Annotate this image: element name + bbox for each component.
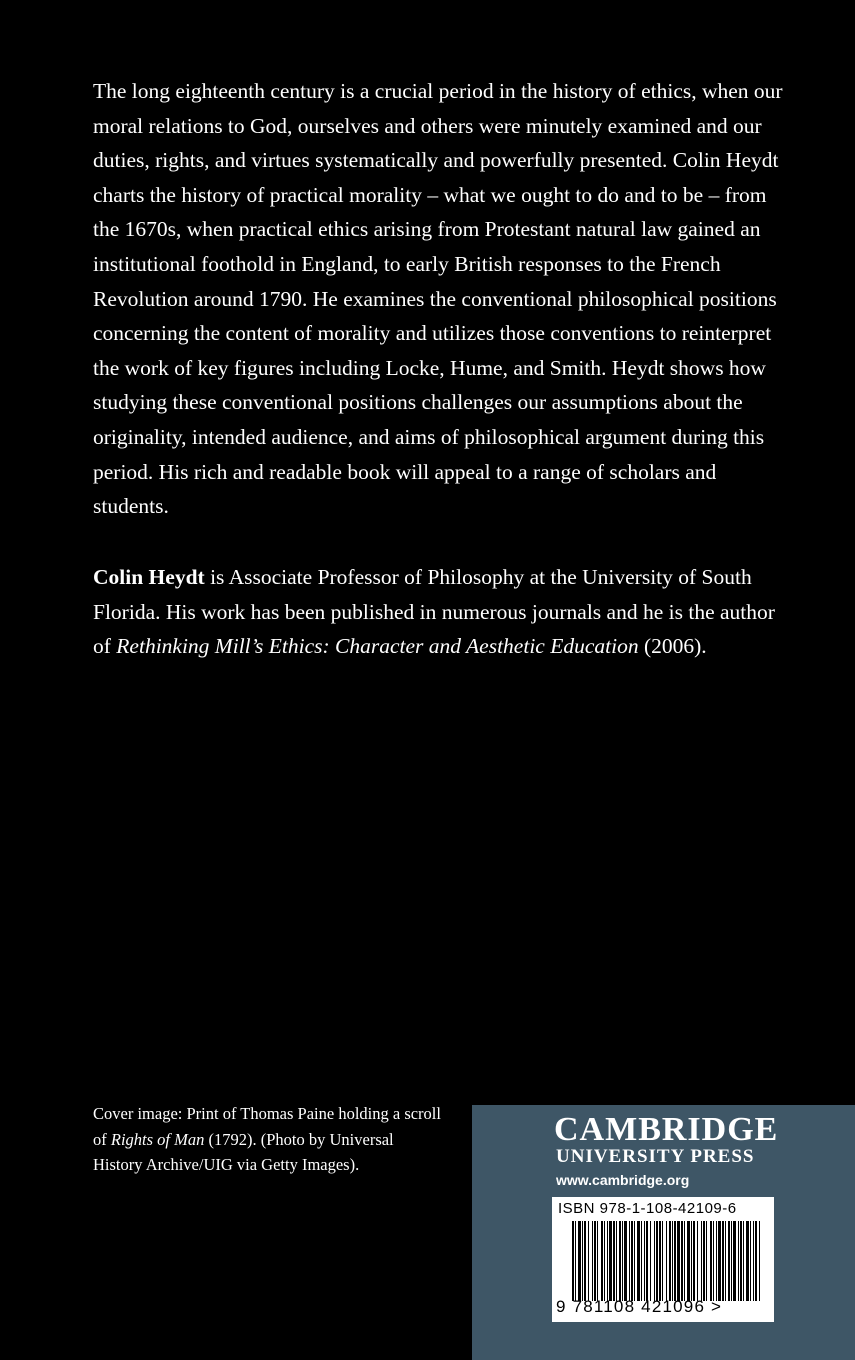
author-bio-text: is Associate Professor of Philosophy at the University of South Florida. His work has been published in numerous journals and he is the author of [93,565,775,659]
credit-text: Cover image: Print of Thomas Paine holding a scroll of [93,1104,441,1149]
barcode-bars [572,1221,760,1301]
author-bio-year: (2006). [638,634,707,659]
cover-image-credit [93,1101,443,1178]
author-name: Colin Heydt [93,565,205,589]
publisher-subname: UNIVERSITY PRESS [556,1146,755,1167]
barcode [552,1197,774,1322]
publisher-name: CAMBRIDGE [554,1111,779,1148]
book-description: The long eighteenth century is a crucial period in the history of ethics, when our moral relations to God, ourselves and others were minutely examined and our duties, rights, and virtues systematically and powerfully presented. Colin Heydt charts the history of practical morality – what we ought to do and to be – from the 1670s, when practical ethics arising from Protestant natural law gained an institutional foothold in England, to early British responses to the French Revolution around 1790. He examines the conventional philosophical positions concerning the content of morality and utilizes those conventions to reinterpret the work of key figures including Locke, Hume, and Smith. Heydt shows how studying these conventional positions challenges our assumptions about the originality, intended audience, and aims of philosophical argument during this period. His rich and readable book will appeal to a range of scholars and students. [93,79,783,519]
previous-book-title: Rethinking Mill’s Ethics: Character and Aesthetic Education [116,634,639,659]
barcode-digits: 9 781108 421096 > [556,1297,723,1316]
credit-source: (1792). (Photo by Universal History Archive/UIG via Getty Images). [93,1129,394,1174]
publisher-panel [472,1105,855,1360]
publisher-url[interactable]: www.cambridge.org [556,1172,690,1188]
credit-title: Rights of Man [110,1129,205,1149]
author-bio [93,560,793,664]
isbn-label: ISBN 978-1-108-42109-6 [558,1200,737,1217]
